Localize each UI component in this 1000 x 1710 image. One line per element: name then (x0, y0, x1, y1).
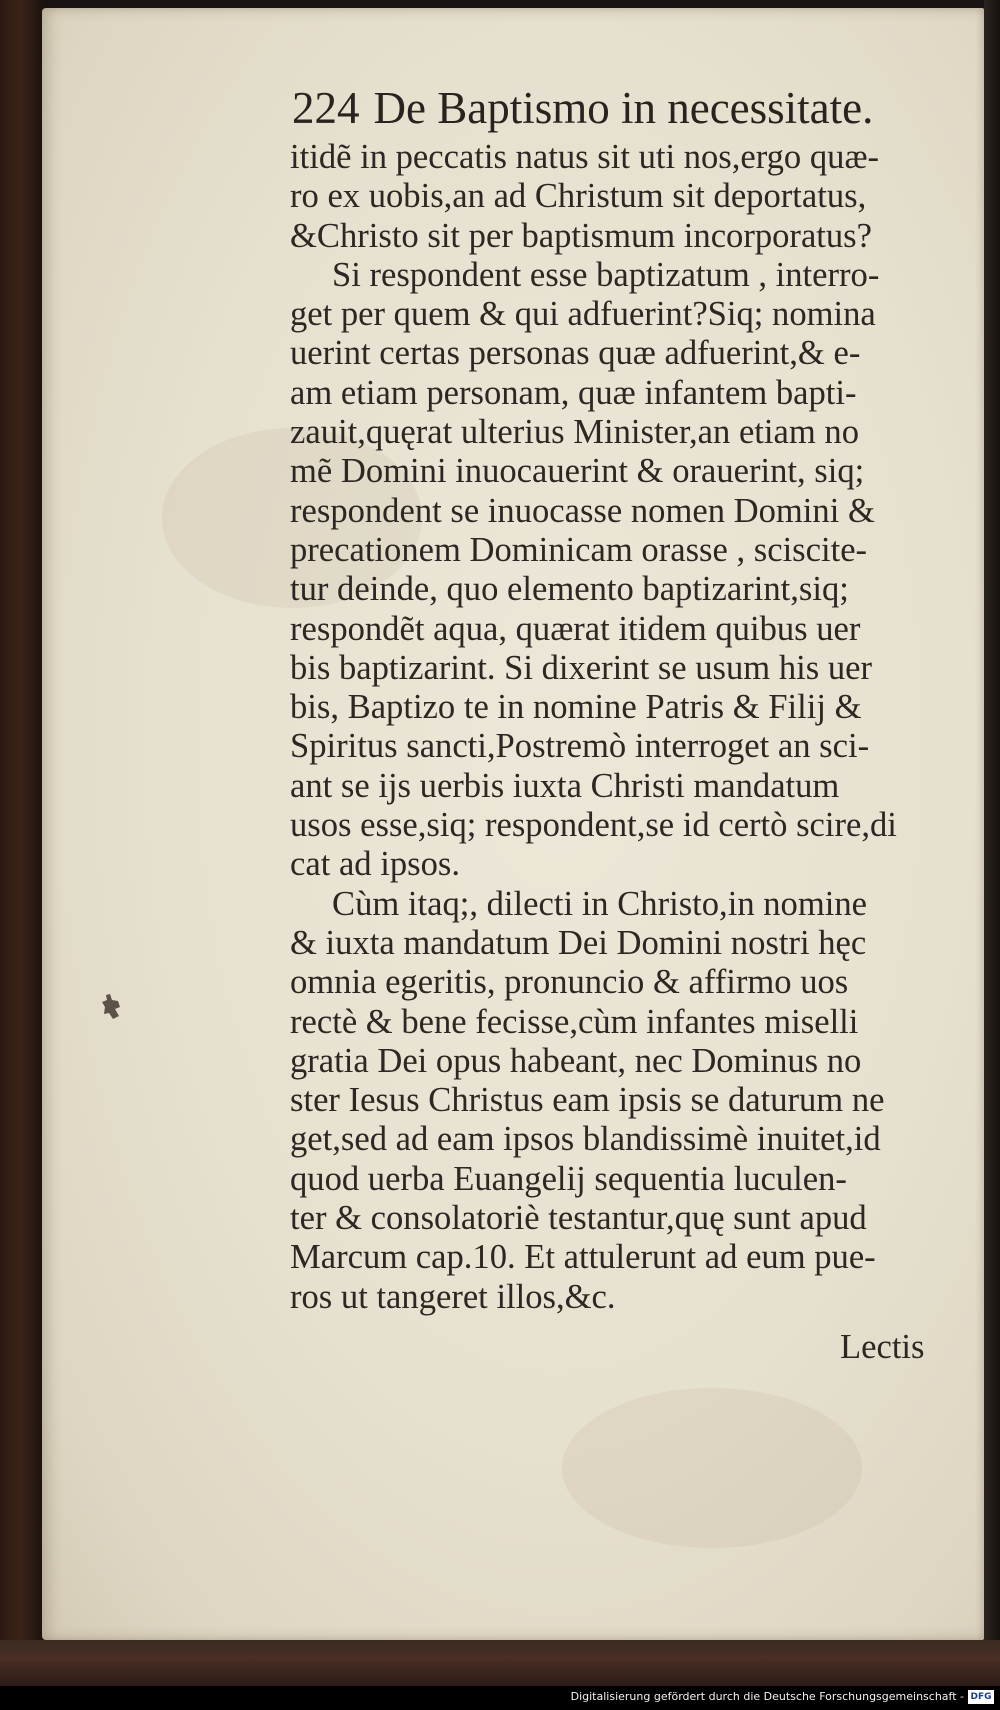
page-header (292, 78, 932, 138)
text-line: am etiam personam, quæ infantem bapti- (290, 373, 857, 412)
book-cover-edge (0, 1640, 1000, 1686)
text-line: cat ad ipsos. (290, 845, 460, 884)
text-line: &Christo sit per baptismum incorporatus? (290, 216, 872, 255)
text-line: tur deinde, quo elemento baptizarint,siq; (290, 570, 849, 609)
text-line: ster Iesus Christus eam ipsis se daturum ne (290, 1081, 885, 1120)
page-number: 224 (292, 83, 360, 133)
text-line: gratia Dei opus habeant, nec Dominus no (290, 1041, 862, 1080)
text-line: precationem Dominicam orasse , sciscite- (290, 530, 868, 569)
text-line: Marcum cap.10. Et attulerunt ad eum pue- (290, 1238, 876, 1277)
digitization-credit: Digitalisierung gefördert durch die Deutsche Forschungsgemeinschaft - (570, 1690, 964, 1703)
text-line: respondent se inuocasse nomen Domini & (290, 491, 875, 530)
text-line: get per quem & qui adfuerint?Siq; nomina (290, 295, 876, 334)
paper-stain (562, 1388, 862, 1548)
ink-blot-mark (100, 992, 126, 1022)
text-line: mẽ Domini inuocauerint & orauerint, siq; (290, 452, 865, 491)
dfg-logo: DFG (968, 1690, 994, 1704)
text-line: respondẽt aqua, quærat itidem quibus uer (290, 609, 861, 648)
scan-edge (984, 0, 1000, 1680)
text-line: bis, Baptizo te in nomine Patris & Filij & (290, 688, 862, 727)
text-line: Spiritus sancti,Postremò interroget an sci- (290, 727, 870, 766)
text-line: omnia egeritis, pronuncio & affirmo uos (290, 963, 849, 1002)
text-line: ant se ijs uerbis iuxta Christi mandatum (290, 766, 840, 805)
text-line: & iuxta mandatum Dei Domini nostri hęc (290, 923, 867, 962)
catchword: Lectis (840, 1328, 925, 1366)
text-line: uerint certas personas quæ adfuerint,& e- (290, 334, 861, 373)
text-line: ros ut tangeret illos,&c. (290, 1277, 616, 1316)
text-line: usos esse,siq; respondent,se id certò scire,di (290, 806, 897, 845)
running-title: De Baptismo in necessitate. (373, 83, 874, 133)
text-line: rectè & bene fecisse,cùm infantes miselli (290, 1002, 859, 1041)
text-line: get,sed ad eam ipsos blandissimè inuitet,id (290, 1120, 881, 1159)
text-line: ro ex uobis,an ad Christum sit deportatus, (290, 177, 867, 216)
text-line: Si respondent esse baptizatum , interro- (332, 255, 880, 294)
text-line: ter & consolatoriè testantur,quę sunt apud (290, 1199, 867, 1238)
text-line: itidẽ in peccatis natus sit uti nos,ergo quæ- (290, 138, 880, 176)
text-line: zauit,quęrat ulterius Minister,an etiam no (290, 413, 859, 452)
body-text (290, 138, 940, 1317)
text-line: Cùm itaq;, dilecti in Christo,in nomine (332, 884, 867, 923)
text-line: bis baptizarint. Si dixerint se usum his uer (290, 648, 872, 687)
text-line: quod uerba Euangelij sequentia luculen- (290, 1159, 847, 1198)
